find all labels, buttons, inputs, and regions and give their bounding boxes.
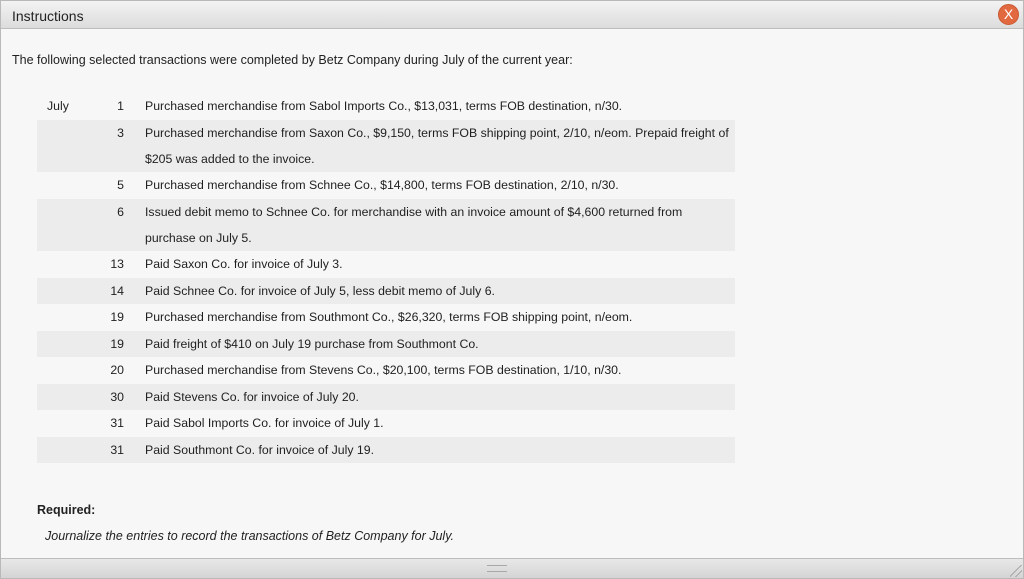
transaction-day: 31: [110, 416, 124, 430]
required-label: Required:: [37, 503, 96, 517]
transaction-day: 19: [110, 310, 124, 324]
transaction-month: [37, 251, 77, 278]
transaction-row: [37, 278, 735, 304]
transaction-month: [37, 437, 77, 463]
title-bar[interactable]: [1, 1, 1023, 29]
transaction-row: [37, 120, 735, 172]
transaction-row: [37, 172, 735, 199]
transaction-row: [37, 410, 735, 437]
transaction-day: 1: [117, 99, 124, 113]
transaction-description: Paid Saxon Co. for invoice of July 3.: [145, 257, 343, 271]
resize-grip-icon[interactable]: [487, 565, 507, 572]
window-title: Instructions: [12, 8, 84, 24]
transaction-row: [37, 331, 735, 357]
transaction-day: 14: [77, 278, 124, 304]
transaction-day: 20: [110, 363, 124, 377]
transaction-row: [37, 437, 735, 463]
transaction-day: 6: [77, 199, 124, 251]
bottom-bar: [1, 558, 1023, 578]
transaction-month: July: [47, 99, 69, 113]
transaction-month: [37, 199, 77, 251]
transaction-day: 19: [77, 331, 124, 357]
transaction-description: Paid Southmont Co. for invoice of July 19.: [124, 437, 735, 463]
resize-corner-icon[interactable]: [1010, 565, 1022, 577]
transaction-month: [37, 120, 77, 172]
transaction-description: Purchased merchandise from Sabol Imports Co., $13,031, terms FOB destination, n/30.: [145, 99, 623, 113]
transaction-month: [37, 410, 77, 437]
transaction-row: [37, 251, 735, 278]
transaction-description: Purchased merchandise from Southmont Co., $26,320, terms FOB shipping point, n/eom.: [145, 310, 633, 324]
transaction-month: [37, 278, 77, 304]
transaction-description: Issued debit memo to Schnee Co. for merchandise with an invoice amount of $4,600 returned from purchase on July 5.: [124, 199, 735, 251]
transaction-month: [37, 384, 77, 410]
transaction-row: [37, 199, 735, 251]
transaction-row: [37, 357, 735, 384]
transaction-day: 13: [110, 257, 124, 271]
transaction-day: 3: [77, 120, 124, 172]
transaction-description: Paid Schnee Co. for invoice of July 5, less debit memo of July 6.: [124, 278, 735, 304]
transaction-row: [37, 384, 735, 410]
close-button[interactable]: [998, 4, 1019, 25]
transaction-description: Purchased merchandise from Stevens Co., $20,100, terms FOB destination, 1/10, n/30.: [145, 363, 622, 377]
transaction-day: 31: [77, 437, 124, 463]
transaction-row: [37, 304, 735, 331]
transaction-month: [37, 331, 77, 357]
transaction-description: Paid Sabol Imports Co. for invoice of July 1.: [145, 416, 384, 430]
transaction-description: Purchased merchandise from Schnee Co., $14,800, terms FOB destination, 2/10, n/30.: [145, 178, 619, 192]
required-text: Journalize the entries to record the transactions of Betz Company for July.: [45, 529, 454, 543]
transaction-description: Paid Stevens Co. for invoice of July 20.: [124, 384, 735, 410]
transaction-month: [37, 357, 77, 384]
transaction-day: 5: [117, 178, 124, 192]
transaction-description: Purchased merchandise from Saxon Co., $9,150, terms FOB shipping point, 2/10, n/eom. Prepaid freight of $205 was added to the invoice.: [124, 120, 735, 172]
transaction-row: [37, 93, 735, 120]
transaction-day: 30: [77, 384, 124, 410]
intro-text: The following selected transactions were completed by Betz Company during July of the current year:: [12, 53, 573, 67]
transaction-month: [37, 304, 77, 331]
close-icon: X: [1003, 6, 1014, 22]
transaction-month: [37, 172, 77, 199]
transactions-table: [37, 93, 735, 463]
transaction-description: Paid freight of $410 on July 19 purchase from Southmont Co.: [124, 331, 735, 357]
